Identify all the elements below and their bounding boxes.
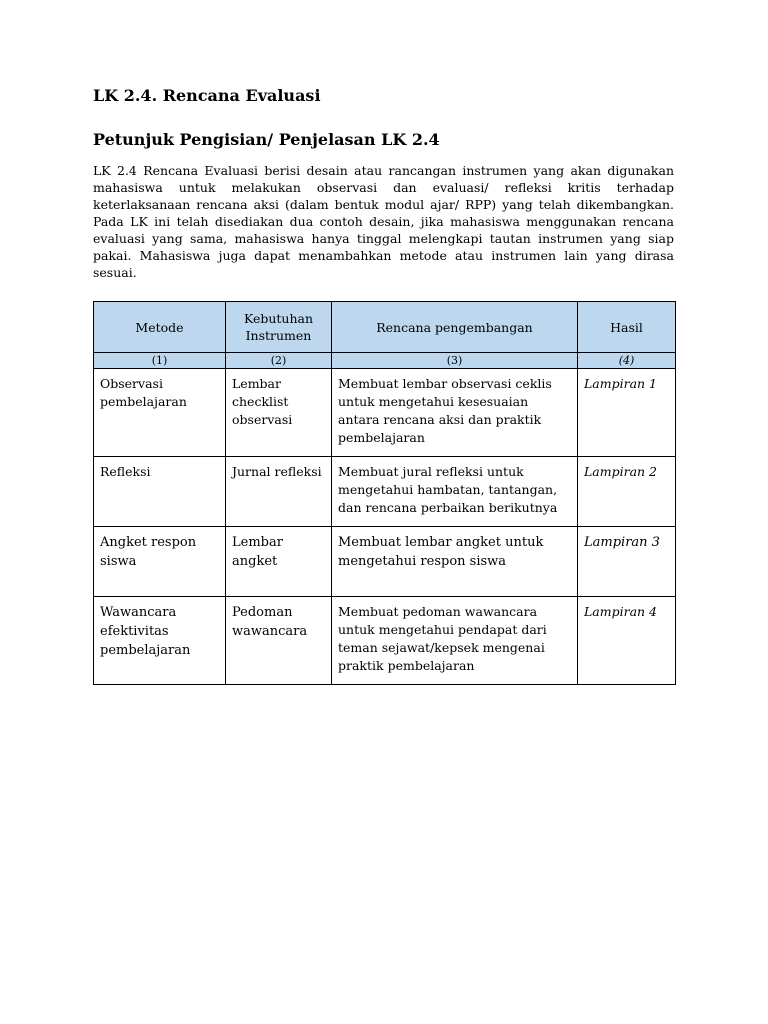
column-number-4: (4) — [578, 353, 676, 369]
evaluation-plan-table — [93, 301, 676, 685]
table-row — [94, 369, 676, 457]
cell-instrumen: Pedoman wawancara — [226, 597, 332, 685]
cell-instrumen: Lembar checklist observasi — [226, 369, 332, 457]
cell-instrumen: Jurnal refleksi — [226, 457, 332, 527]
header-metode: Metode — [94, 302, 226, 353]
cell-rencana: Membuat pedoman wawancara untuk mengetahui pendapat dari teman sejawat/kepsek mengenai praktik pembelajaran — [332, 597, 578, 685]
column-number-2: (2) — [226, 353, 332, 369]
header-rencana-pengembangan: Rencana pengembangan — [332, 302, 578, 353]
intro-paragraph: LK 2.4 Rencana Evaluasi berisi desain atau rancangan instrumen yang akan digunakan mahasiswa untuk melakukan observasi dan evaluasi/ refleksi kritis terhadap keterlaksanaan rencana aksi (dalam bentuk modul ajar/ RPP) yang telah dikembangkan. Pada LK ini telah disediakan dua contoh desain, jika mahasiswa menggunakan rencana evaluasi yang sama, mahasiswa hanya tinggal melengkapi tautan instrumen yang siap pakai. Mahasiswa juga dapat menambahkan metode atau instrumen lain yang dirasa sesuai. — [93, 163, 674, 280]
cell-hasil: Lampiran 1 — [578, 369, 676, 457]
section-subtitle: Petunjuk Pengisian/ Penjelasan LK 2.4 — [93, 130, 440, 149]
cell-rencana: Membuat lembar angket untuk mengetahui respon siswa — [332, 527, 578, 597]
column-number-3: (3) — [332, 353, 578, 369]
cell-instrumen: Lembar angket — [226, 527, 332, 597]
cell-metode: Angket respon siswa — [94, 527, 226, 597]
cell-rencana: Membuat jural refleksi untuk mengetahui hambatan, tantangan, dan rencana perbaikan berikutnya — [332, 457, 578, 527]
header-kebutuhan-instrumen: Kebutuhan Instrumen — [226, 302, 332, 353]
cell-metode: Wawancara efektivitas pembelajaran — [94, 597, 226, 685]
cell-metode: Refleksi — [94, 457, 226, 527]
cell-hasil: Lampiran 4 — [578, 597, 676, 685]
column-number-1: (1) — [94, 353, 226, 369]
cell-hasil: Lampiran 2 — [578, 457, 676, 527]
cell-rencana: Membuat lembar observasi ceklis untuk mengetahui kesesuaian antara rencana aksi dan praktik pembelajaran — [332, 369, 578, 457]
table-row — [94, 597, 676, 685]
table-number-row — [94, 353, 676, 369]
header-hasil: Hasil — [578, 302, 676, 353]
table-row — [94, 527, 676, 597]
table-row — [94, 457, 676, 527]
document-title: LK 2.4. Rencana Evaluasi — [93, 86, 321, 105]
cell-metode: Observasi pembelajaran — [94, 369, 226, 457]
table-header-row — [94, 302, 676, 353]
cell-hasil: Lampiran 3 — [578, 527, 676, 597]
